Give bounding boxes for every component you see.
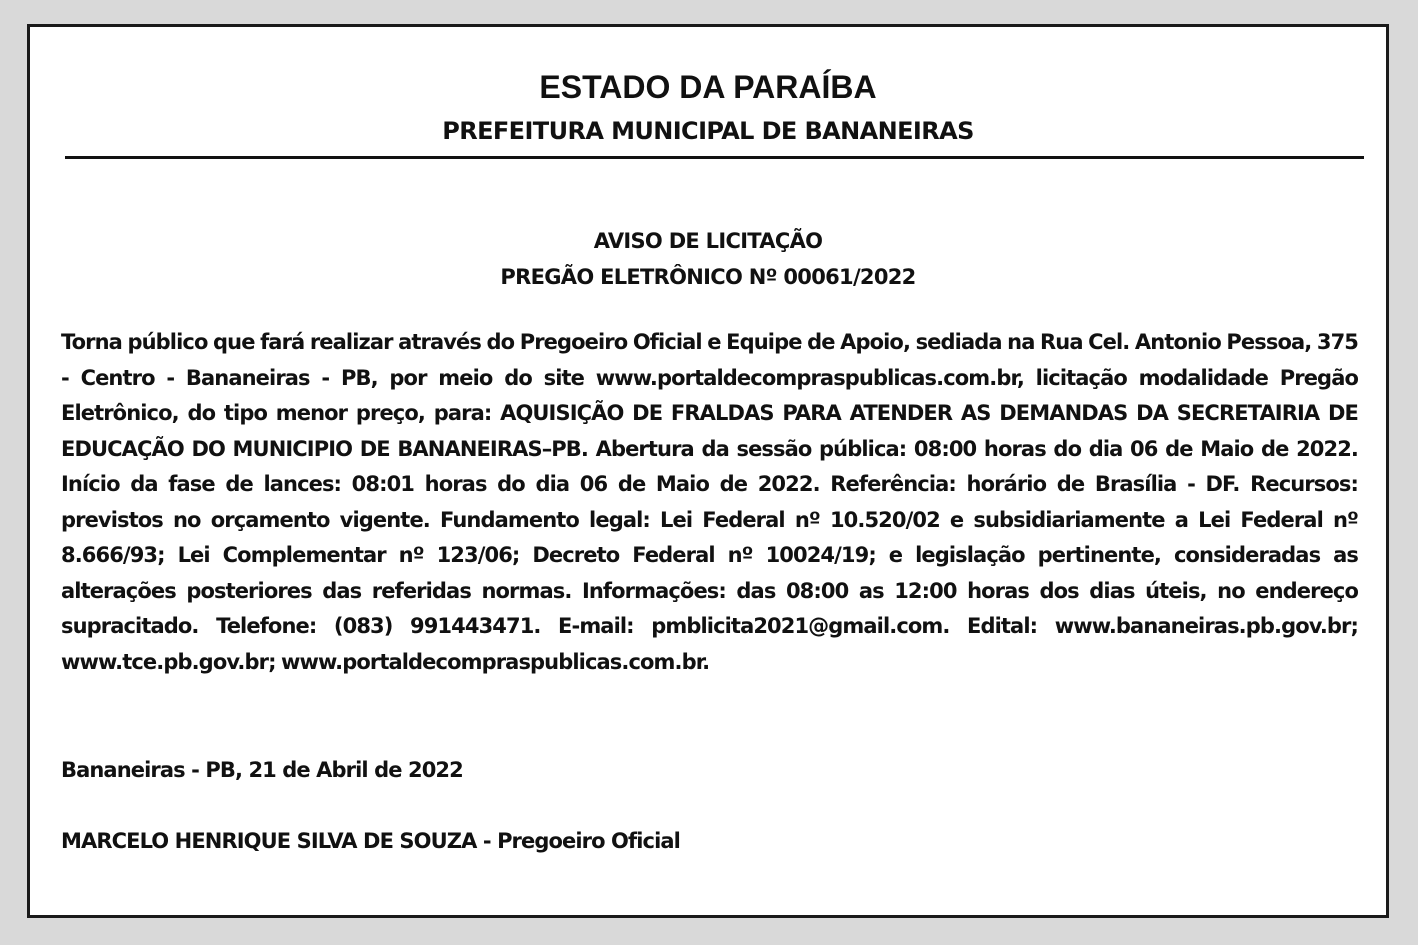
notice-heading <box>30 223 1386 295</box>
notice-subtitle: PREGÃO ELETRÔNICO Nº 00061/2022 <box>500 265 916 289</box>
notice-body: Torna público que fará realizar através do Pregoeiro Oficial e Equipe de Apoio, sediada na Rua Cel. Antonio Pessoa, 375 - Centro - Bananeiras - PB, por meio do site www.portaldecompraspublicas.com.br, licitação modalidade Pregão Eletrônico, do tipo menor preço, para: AQUISIÇÃO DE FRALDAS PARA ATENDER AS DEMANDAS DA SECRETAIRIA DE EDUCAÇÃO DO MUNICIPIO DE BANANEIRAS–PB. Abertura da sessão pública: 08:00 horas do dia 06 de Maio de 2022. Início da fase de lances: 08:01 horas do dia 06 de Maio de 2022. Referência: horário de Brasília - DF. Recursos: previstos no orçamento vigente. Fundamento legal: Lei Federal nº 10.520/02 e subsidiariamente a Lei Federal nº 8.666/93; Lei Complementar nº 123/06; Decreto Federal nº 10024/19; e legislação pertinente, consideradas as alterações posteriores das referidas normas. Informações: das 08:00 as 12:00 horas dos dias úteis, no endereço supracitado. Telefone: (083) 991443471. E-mail: pmblicita2021@gmail.com. Edital: www.bananeiras.pb.gov.br; www.tce.pb.gov.br; www.portaldecompraspublicas.com.br. <box>61 330 1358 674</box>
notice-title: AVISO DE LICITAÇÃO <box>593 229 823 253</box>
municipality-heading: PREFEITURA MUNICIPAL DE BANANEIRAS <box>442 117 974 145</box>
dateline: Bananeiras - PB, 21 de Abril de 2022 <box>61 758 463 782</box>
header-divider <box>65 156 1364 159</box>
legal-notice <box>27 24 1389 918</box>
state-heading: ESTADO DA PARAÍBA <box>539 69 877 105</box>
signature: MARCELO HENRIQUE SILVA DE SOUZA - Pregoeiro Oficial <box>61 829 680 853</box>
